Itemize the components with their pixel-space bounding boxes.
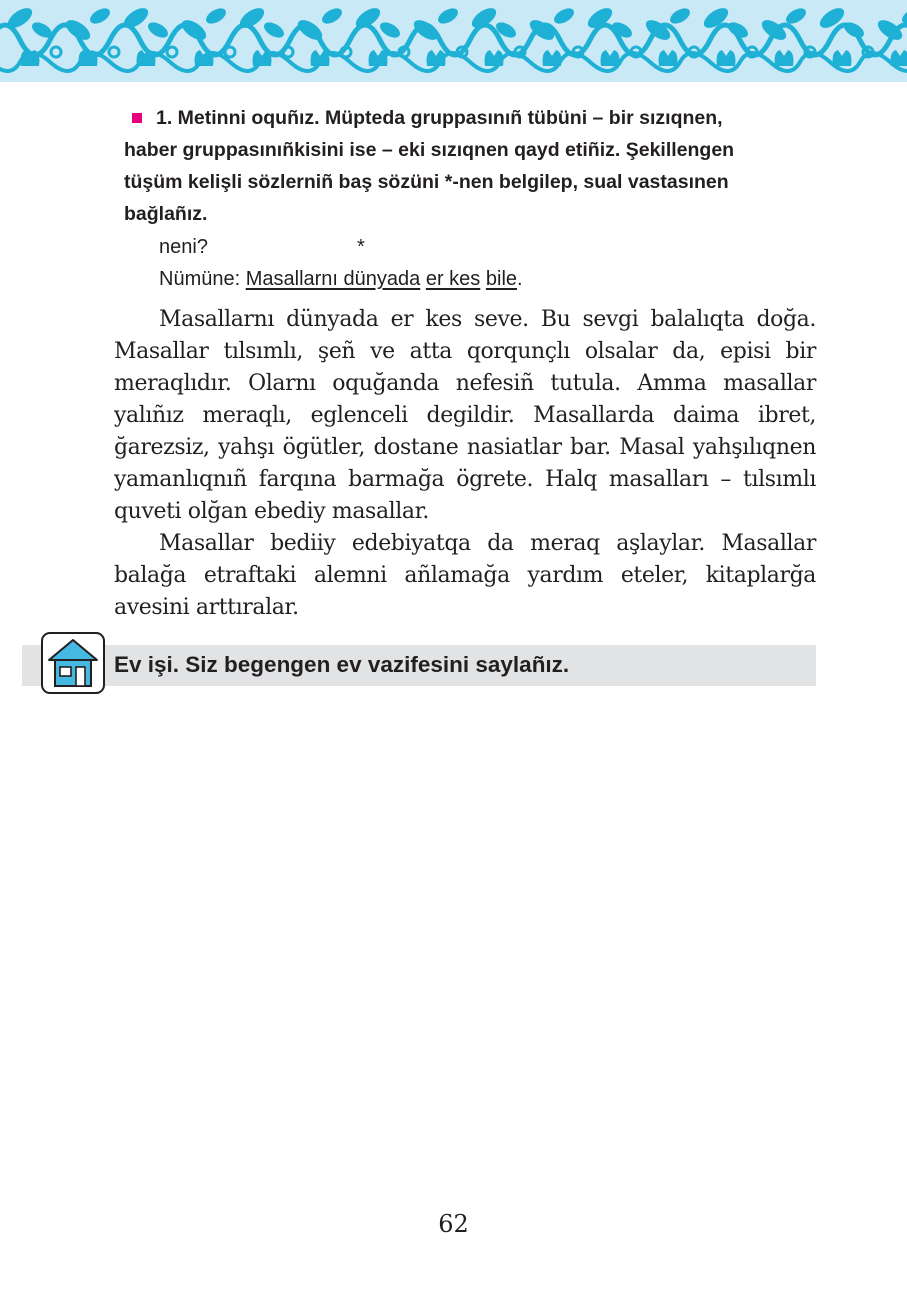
example-word-verb: bile	[485, 268, 518, 290]
example-label: Nümüne:	[159, 268, 241, 290]
scheme-star: *	[357, 236, 365, 258]
square-bullet-icon	[132, 113, 142, 123]
exercise-line-1: 1. Metinni oquñız. Müpteda gruppasınıñ tübüni – bir sızıqnen,	[156, 107, 723, 129]
exercise-line-4: bağlañız.	[124, 203, 208, 225]
house-icon	[41, 632, 105, 694]
exercise-line-2: haber gruppasınıñkisini ise – eki sızıqnen qayd etiñiz. Şekillengen	[124, 139, 735, 161]
example-word-subject: Masallarnı dünyada	[245, 268, 421, 290]
example-line	[159, 268, 523, 291]
ornament-banner	[0, 0, 907, 82]
exercise-line-3: tüşüm kelişli sözlerniñ baş sözüni *-nen belgilep, sual vastasınen	[124, 171, 729, 193]
paragraph-2: Masallar bediiy edebiyatqa da meraq aşlaylar. Masallar balağa etraftaki alemni añlamağa yardım eteler, kitaplarğa avesini arttıralar.	[114, 531, 816, 620]
page-number: 62	[438, 1210, 469, 1238]
floral-ornament	[0, 0, 907, 82]
scheme-question: neni?	[159, 236, 208, 258]
example-end: .	[517, 268, 523, 290]
homework-text: Ev işi. Siz begengen ev vazifesini saylañız.	[114, 652, 570, 677]
example-word-predicate: er kes	[425, 268, 481, 290]
paragraph-1: Masallarnı dünyada er kes seve. Bu sevgi balalıqta doğa. Masallar tılsımlı, şeñ ve atta qorqunçlı olsalar da, episi bir meraqlıdır. Olarnı oquğanda nefesiñ tutula. Amma masallar yalıñız meraqlı, eglenceli degildir. Masallarda daima ibret, ğarezsiz, yahşı ögütler, dostane nasiatlar bar. Masal yahşılıqnen yamanlıqnıñ farqına barmağa ögrete. Halq masalları – tılsımlı quveti olğan ebediy masallar.	[114, 307, 816, 524]
exercise-instruction	[124, 102, 824, 230]
